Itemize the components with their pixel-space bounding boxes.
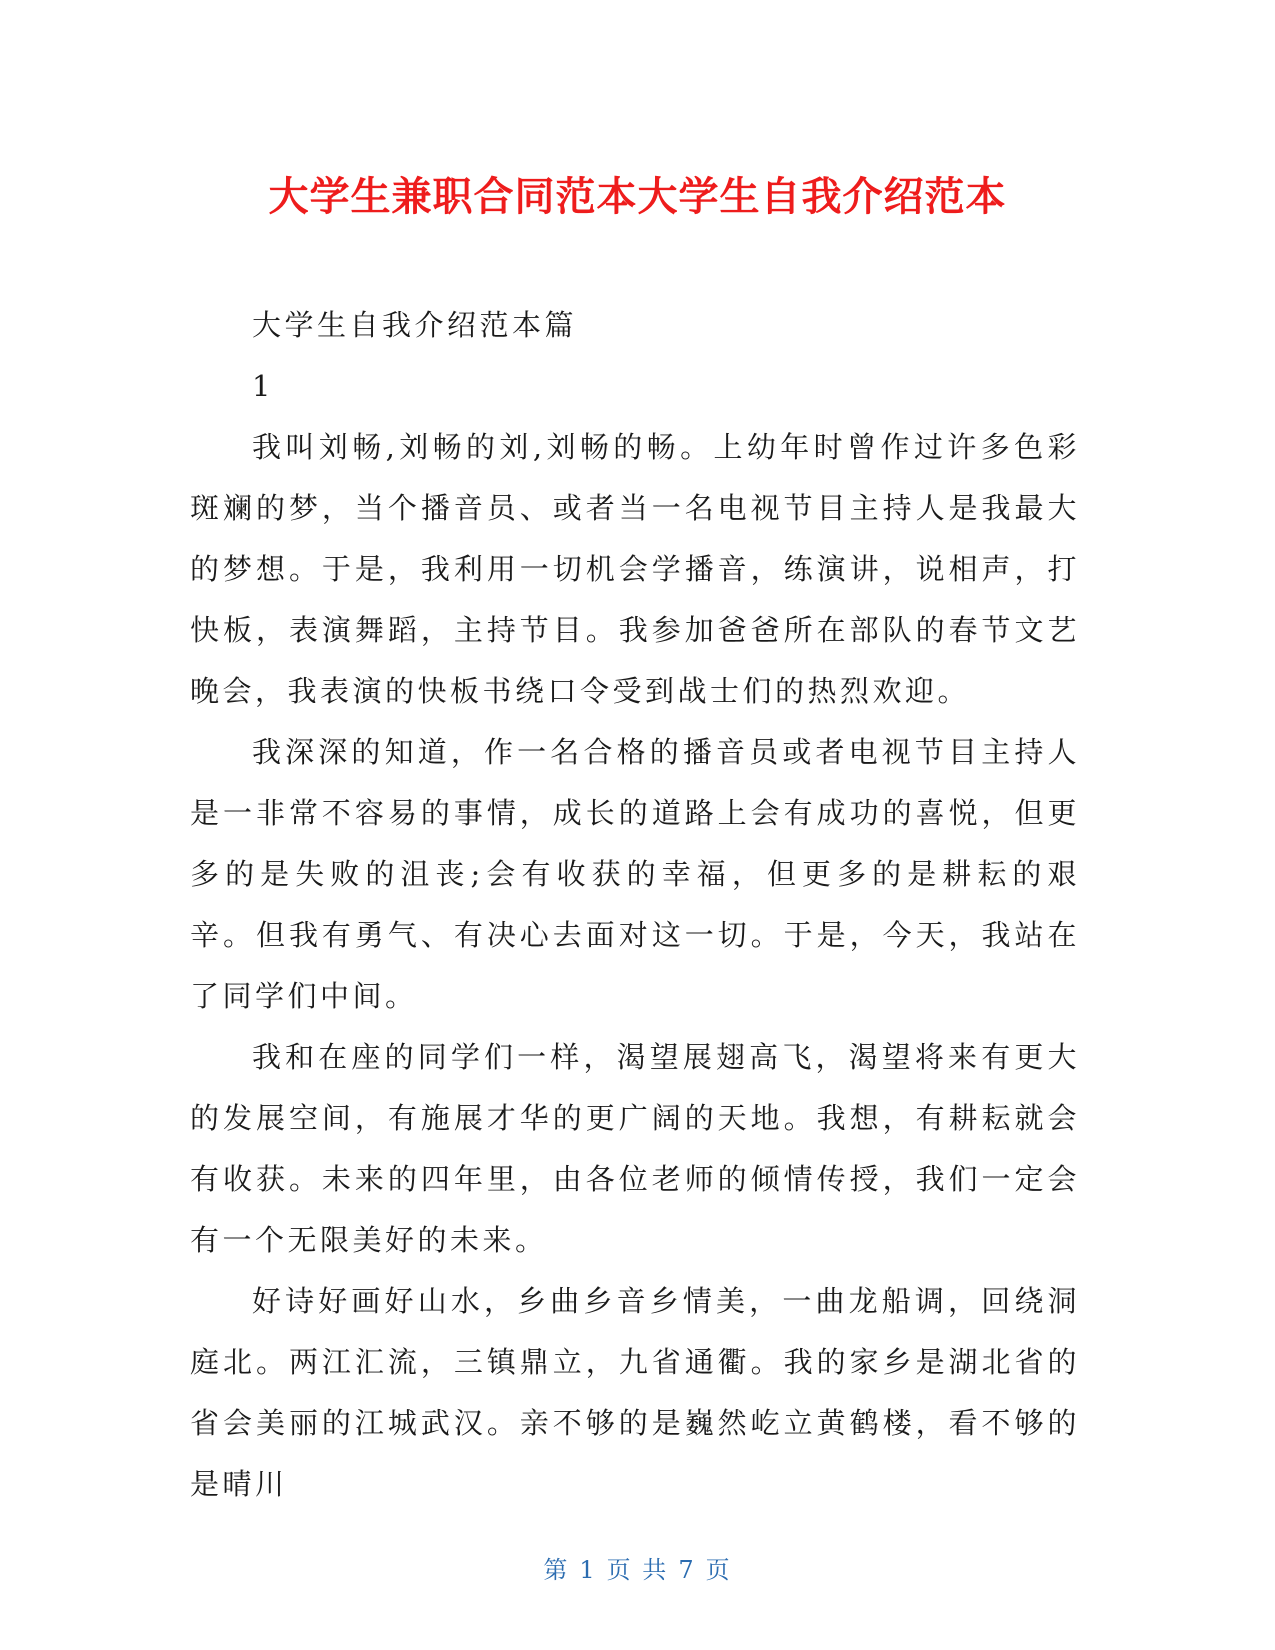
paragraph-3: 我和在座的同学们一样，渴望展翅高飞，渴望将来有更大的发展空间，有施展才华的更广阔的天地。我想，有耕耘就会有收获。未来的四年里，由各位老师的倾情传授，我们一定会有一个无限美好的未来。 [190, 1040, 1080, 1257]
footer-prefix: 第 [543, 1556, 570, 1584]
footer-total-pages: 7 [678, 1556, 696, 1584]
section-heading: 大学生自我介绍范本篇 [252, 308, 578, 342]
document-title: 大学生兼职合同范本大学生自我介绍范本 [268, 174, 1007, 220]
paragraph-1: 我叫刘畅,刘畅的刘,刘畅的畅。上幼年时曾作过许多色彩斑斓的梦，当个播音员、或者当一名电视节目主持人是我最大的梦想。于是，我利用一切机会学播音，练演讲，说相声，打快板，表演舞蹈，主持节目。我参加爸爸所在部队的春节文艺晚会，我表演的快板书绕口令受到战士们的热烈欢迎。 [190, 430, 1080, 708]
footer-middle: 页 共 [606, 1556, 669, 1584]
footer-suffix: 页 [705, 1556, 732, 1584]
page-footer [0, 1550, 1275, 1585]
document-body [190, 295, 1080, 1515]
footer-current-page: 1 [579, 1556, 597, 1584]
section-number: 1 [252, 369, 274, 403]
paragraph-4: 好诗好画好山水，乡曲乡音乡情美，一曲龙船调，回绕洞庭北。两江汇流，三镇鼎立，九省通衢。我的家乡是湖北省的省会美丽的江城武汉。亲不够的是巍然屹立黄鹤楼，看不够的是晴川 [190, 1284, 1080, 1501]
paragraph-2: 我深深的知道，作一名合格的播音员或者电视节目主持人是一非常不容易的事情，成长的道路上会有成功的喜悦，但更多的是失败的沮丧;会有收获的幸福，但更多的是耕耘的艰辛。但我有勇气、有决心去面对这一切。于是，今天，我站在了同学们中间。 [190, 735, 1080, 1013]
